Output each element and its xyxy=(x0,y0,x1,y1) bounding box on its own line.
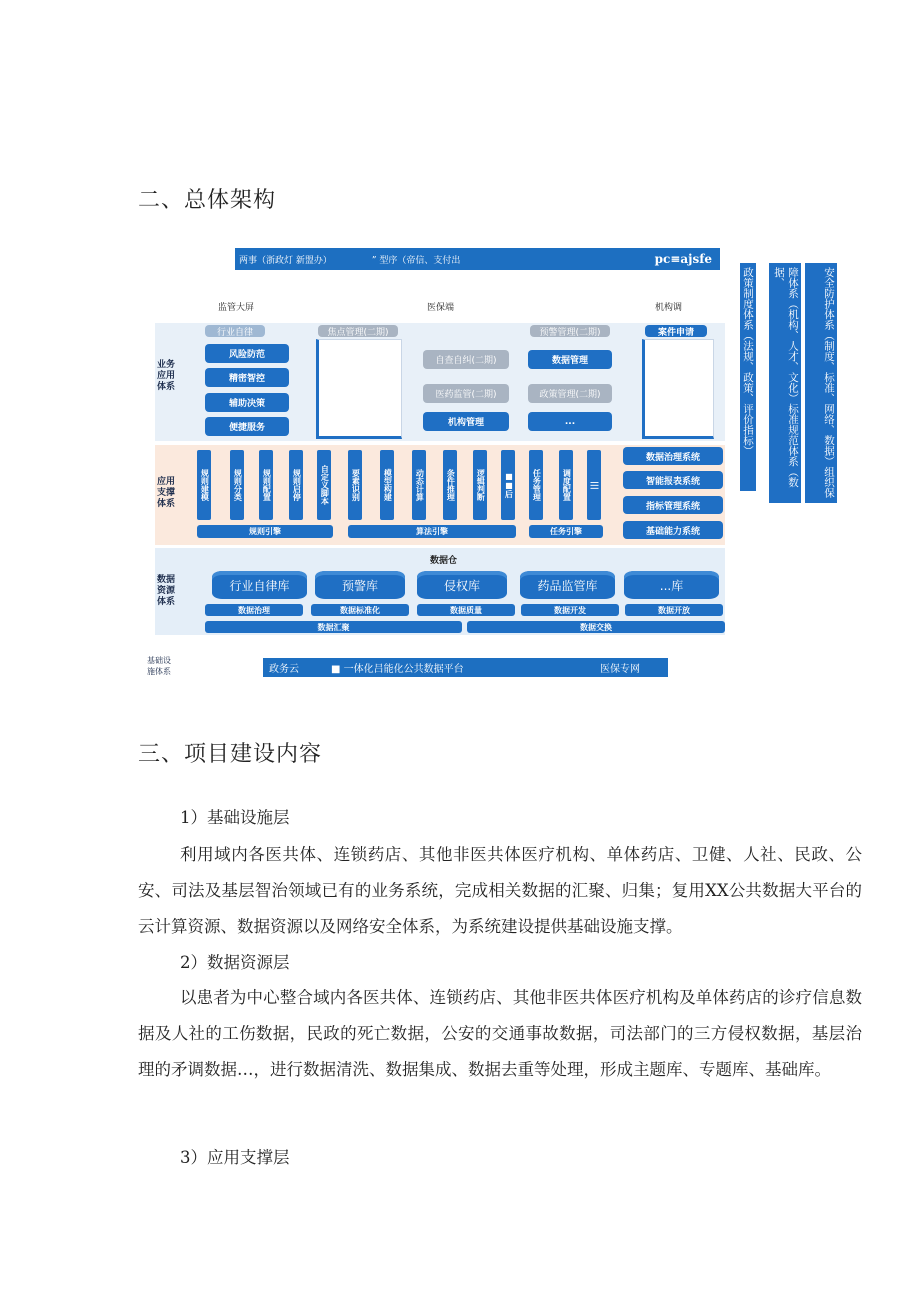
business-col4-btn-2: 政策管理(二期) xyxy=(528,384,612,403)
business-col4-btn-3: ... xyxy=(528,412,612,431)
data-db-5: ...库 xyxy=(624,571,719,599)
col-head-3: 机构调 xyxy=(655,303,683,313)
sub-heading-3: 3）应用支撑层 xyxy=(180,1148,290,1167)
support-layer-label: 应用 支撑 体系 xyxy=(157,477,176,509)
data-db-3: 侵权库 xyxy=(417,571,507,599)
side-panel-1: 政策制度体系（法规、政策、评价指标） xyxy=(740,263,756,491)
infra-right: 医保专网 xyxy=(600,664,640,675)
support-g1-1: 规则建模 xyxy=(197,450,211,520)
data-bottom-1: 数据汇聚 xyxy=(205,621,462,633)
support-g1-4: 规则启停 xyxy=(289,450,303,520)
infra-layer-label: 基础设 施体系 xyxy=(147,656,171,676)
architecture-diagram xyxy=(145,245,840,685)
infra-mid: ■ 一体化吕能化公共数据平台 xyxy=(331,664,464,675)
business-col1-header: 行业自律 xyxy=(205,325,265,337)
business-col3-top xyxy=(423,333,509,343)
data-layer-label: 数据 资源 体系 xyxy=(157,575,176,607)
business-col4-header: 预警管理(二期) xyxy=(530,325,610,337)
data-op-4: 数据开发 xyxy=(521,604,619,616)
top-bar-left: 两事（浙政灯 新盟办） xyxy=(239,255,332,266)
support-system-3: 指标管理系统 xyxy=(623,496,723,514)
support-g3-2: 调度配置 xyxy=(559,450,573,520)
support-engine-2: 算法引擎 xyxy=(348,525,516,538)
paragraph-2: 以患者为中心整合域内各医共体、连锁药店、其他非医共体医疗机构及单体药店的诊疗信息数据及人社的工伤数据，民政的死亡数据，公安的交通事故数据，司法部门的三方侵权数据，基层治理的矛调数据…，进行数据清洗、数据集成、数据去重等处理，形成主题库、专题库、基础库。 xyxy=(138,988,862,1079)
support-g2-6: ■■后 xyxy=(501,450,515,520)
section-2-title: 二、总体架构 xyxy=(138,188,277,213)
support-system-2: 智能报表系统 xyxy=(623,471,723,489)
data-db-1: 行业自律库 xyxy=(212,571,307,599)
support-system-4: 基础能力系统 xyxy=(623,521,723,539)
business-col2-panel xyxy=(316,339,402,439)
support-g2-2: 模型构建 xyxy=(380,450,394,520)
top-bar-mid: ” 型序（帝信、支付出 xyxy=(371,255,461,266)
side-panel-3: 安全防护体系（制度、标准、网络、数据）组织保 xyxy=(805,263,837,503)
paragraph-1: 利用域内各医共体、连锁药店、其他非医共体医疗机构、单体药店、卫健、人社、民政、公安、司法及基层智治领域已有的业务系统，完成相关数据的汇聚、归集；复用XX公共数据大平台的云计算资源、数据资源以及网络安全体系，为系统建设提供基础设施支撑。 xyxy=(138,845,862,936)
data-db-2: 预警库 xyxy=(315,571,405,599)
data-op-1: 数据治理 xyxy=(205,604,303,616)
data-warehouse-title: 数据仓 xyxy=(430,556,458,566)
top-bar-right: pc≡ajsfe xyxy=(654,252,712,266)
top-access-bar xyxy=(235,248,720,270)
col-head-1: 监管大屏 xyxy=(218,303,255,313)
support-g1-5: 自定义脚本 xyxy=(317,450,331,520)
support-g2-1: 要素识别 xyxy=(348,450,362,520)
data-db-4: 药品监管库 xyxy=(520,571,615,599)
business-btn-4: 便捷服务 xyxy=(205,417,289,436)
sub-heading-2: 2）数据资源层 xyxy=(180,953,290,972)
sub-heading-1: 1）基础设施层 xyxy=(180,808,290,827)
data-bottom-2: 数据交换 xyxy=(467,621,725,633)
business-btn-1: 风险防范 xyxy=(205,344,289,363)
data-op-3: 数据质量 xyxy=(417,604,515,616)
support-g3-1: 任务管理 xyxy=(529,450,543,520)
business-btn-2: 精密智控 xyxy=(205,368,289,387)
data-op-2: 数据标准化 xyxy=(311,604,409,616)
business-col2-header: 焦点管理(二期) xyxy=(318,325,398,337)
business-layer-label: 业务 应用 体系 xyxy=(157,360,176,392)
support-g2-4: 条件推理 xyxy=(443,450,457,520)
business-col5-panel xyxy=(642,339,714,439)
business-col3-btn-2: 医药监管(二期) xyxy=(423,384,509,403)
support-g1-3: 规则配置 xyxy=(259,450,273,520)
support-g1-2: 规则分类 xyxy=(230,450,244,520)
business-btn-3: 辅助决策 xyxy=(205,393,289,412)
support-g2-3: 动态计算 xyxy=(412,450,426,520)
business-col3-btn-3: 机构管理 xyxy=(423,412,509,431)
support-engine-1: 规则引擎 xyxy=(197,525,333,538)
infra-bar xyxy=(263,658,668,677)
business-col3-btn-1: 自查自纠(二期) xyxy=(423,350,509,369)
support-engine-3: 任务引擎 xyxy=(529,525,603,538)
support-system-1: 数据治理系统 xyxy=(623,447,723,465)
data-op-5: 数据开放 xyxy=(625,604,723,616)
col-head-2: 医保端 xyxy=(427,303,455,313)
business-col5-header: 案件申请 xyxy=(645,325,707,337)
infra-left: 政务云 xyxy=(269,664,299,675)
side-panel-2: 障体系（机构、人才、文化）标准规范体系（数据、 xyxy=(769,263,801,503)
business-col4-btn-1: 数据管理 xyxy=(528,350,612,369)
section-3-title: 三、项目建设内容 xyxy=(138,742,323,767)
support-g2-5: 逻辑判断 xyxy=(473,450,487,520)
support-g3-3: ||| xyxy=(587,450,601,520)
